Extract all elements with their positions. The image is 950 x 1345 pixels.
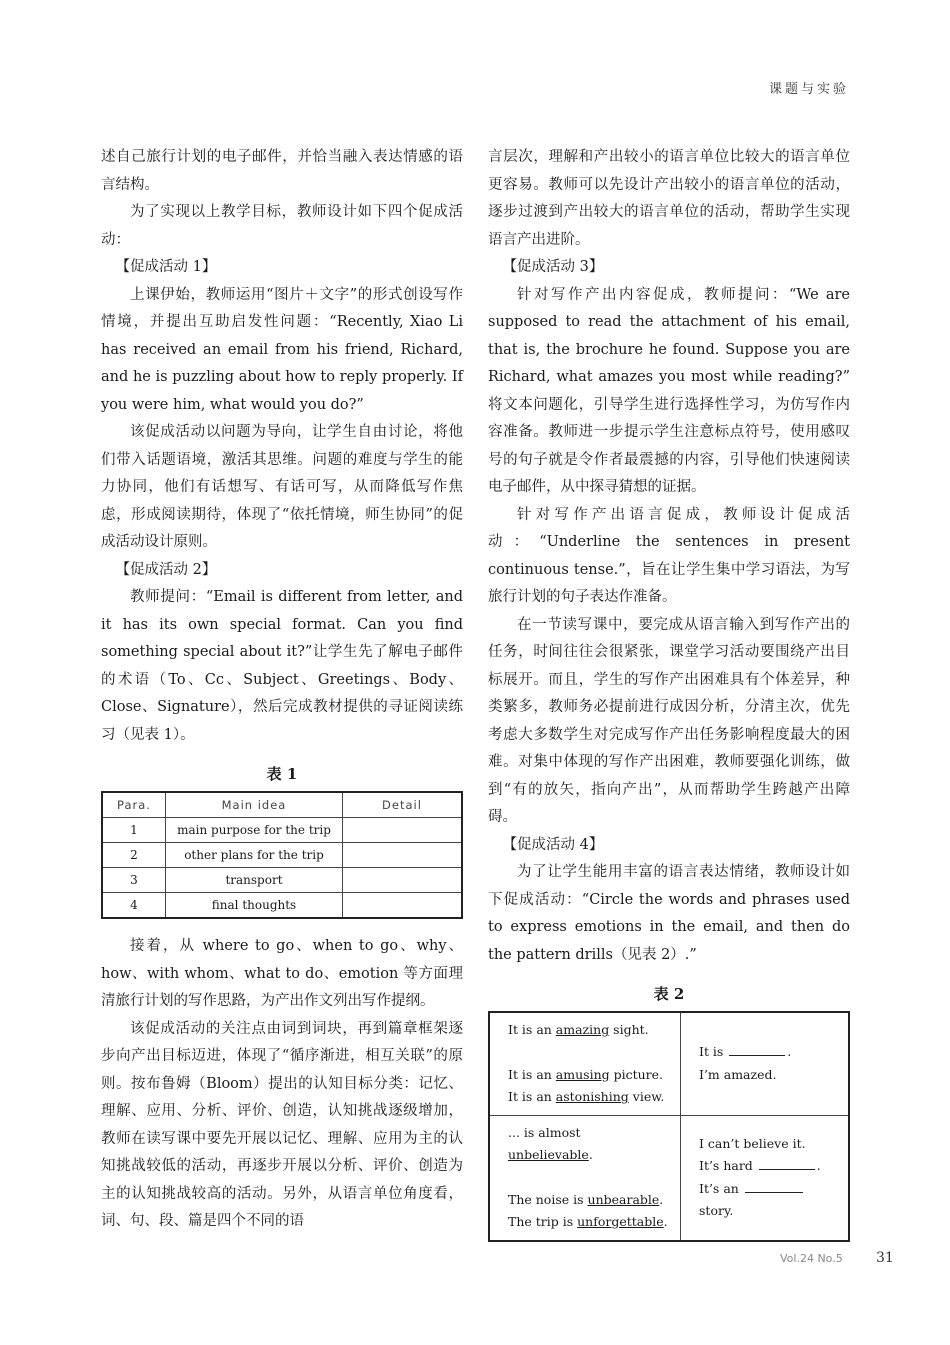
paragraph: 该促成活动以问题为导向，让学生自由讨论，将他们带入话题语境，激活其思维。问题的难度与学生的能力协同，他们有话想写、有话可写，从而降低写作焦虑，形成阅读期待，体现了“依托情境，师生协同”的促成活动设计原则。 [101, 424, 463, 550]
drill-cell-believe [681, 1115, 850, 1241]
table-row [102, 868, 462, 893]
running-header: 课题与实验 [768, 82, 849, 97]
paragraph: 针对写作产出内容促成，教师提问：“We are supposed to read the attachment of his email, that is, the brochure he found. Suppose you are Richard, what amazes you most while reading?” 将文本问题化，引导学生进行选择性学习，为仿写作内容准备。教师进一步提示学生注意标点符号，使用感叹号的句子就是令作者最震撼的内容，引导他们快速阅读电子邮件，从中探寻猜想的证据。 [488, 286, 850, 495]
table-1-caption: 表 1 [266, 765, 298, 783]
example-sentence: ... is almost unbelievable. [508, 1124, 593, 1162]
example-sentence: It is an amazing sight. [508, 1022, 649, 1037]
paragraph: 教师提问：“Email is different from letter, and it has its own special format. Can you find something special about it?”让学生先了解电子邮件的术语（To、Cc、Subject、Greetings、Body、Close、Signature），然后完成教材提供的寻证阅读练习（见表 1）。 [101, 589, 463, 743]
column-header-detail: Detail [343, 792, 463, 818]
table-2-caption: 表 2 [653, 985, 685, 1003]
example-sentence: The trip is unforgettable. [508, 1214, 668, 1229]
cell-main-idea: main purpose for the trip [166, 818, 343, 843]
cell-detail [343, 868, 463, 893]
drill-sentence: I’m amazed. [699, 1066, 777, 1082]
pattern-cell-amazing [489, 1012, 681, 1115]
table-row [102, 893, 462, 919]
example-sentence: It is an astonishing view. [508, 1089, 665, 1104]
page-number: 31 [876, 1250, 894, 1266]
table-2 [488, 1011, 850, 1242]
cell-para: 2 [102, 843, 166, 868]
table-row [102, 843, 462, 868]
paragraph: 上课伊始，教师运用“图片＋文字”的形式创设写作情境，并提出互助启发性问题：“Recently, Xiao Li has received an email from his friend, Richard, and he is puzzling about how to reply properly. If you were him, what would you do?” [101, 286, 463, 413]
cell-main-idea: final thoughts [166, 893, 343, 919]
activity-2-heading: 【促成活动 2】 [115, 561, 217, 578]
fill-in-blank[interactable] [745, 1178, 803, 1193]
fill-in-blank[interactable] [729, 1041, 785, 1056]
cell-main-idea: other plans for the trip [166, 843, 343, 868]
cell-para: 3 [102, 868, 166, 893]
emotion-word: amazing [555, 1022, 610, 1037]
table-1 [101, 791, 463, 919]
cell-detail [343, 843, 463, 868]
paragraph: 为了让学生能用丰富的语言表达情绪，教师设计如下促成活动：“Circle the words and phrases used to express emotions in the email, and then do the pattern drills（见表 2）.” [488, 864, 850, 963]
table-header-row [102, 792, 462, 818]
emotion-word: unbearable [587, 1191, 660, 1207]
right-column [488, 144, 850, 1242]
table-row [102, 818, 462, 843]
paragraph: 述自己旅行计划的电子邮件，并恰当融入表达情感的语言结构。 [101, 149, 463, 193]
volume-issue: Vol.24 No.5 [780, 1252, 843, 1265]
paragraph: 言层次，理解和产出较小的语言单位比较大的语言单位更容易。教师可以先设计产出较小的语言单位的活动，逐步过渡到产出较大的语言单位的活动，帮助学生实现语言产出进阶。 [488, 149, 850, 248]
paragraph: 接着，从 where to go、when to go、why、how、with whom、what to do、emotion 等方面理清旅行计划的写作思路，为产出作文列出写作提纲。 [101, 938, 463, 1009]
paragraph: 针对写作产出语言促成，教师设计促成活动：“Underline the sentences in present continuous tense.”，旨在让学生集中学习语法，为写旅行计划的句子表达作准备。 [488, 506, 850, 605]
activity-1-heading: 【促成活动 1】 [115, 259, 217, 275]
column-header-main-idea: Main idea [166, 792, 343, 818]
left-column [101, 144, 463, 1236]
drill-sentence: It is . [699, 1041, 836, 1064]
drill-sentence: I can’t believe it. [699, 1135, 806, 1151]
cell-main-idea: transport [166, 868, 343, 893]
cell-para: 4 [102, 893, 166, 919]
activity-3-heading: 【促成活动 3】 [502, 259, 604, 275]
cell-detail [343, 818, 463, 843]
drill-sentence: It’s hard . [699, 1155, 836, 1178]
table-row [489, 1012, 849, 1115]
emotion-word: unforgettable [577, 1214, 664, 1229]
emotion-word: unbelievable [508, 1147, 589, 1162]
paragraph: 为了实现以上教学目标，教师设计如下四个促成活动： [101, 204, 463, 248]
table-row [489, 1115, 849, 1241]
cell-detail [343, 893, 463, 919]
example-sentence: The noise is unbearable. [508, 1191, 664, 1207]
drill-cell-amazed [681, 1012, 850, 1115]
emotion-word: amusing [555, 1066, 610, 1082]
emotion-word: astonishing [555, 1089, 629, 1104]
column-header-para: Para. [102, 792, 166, 818]
paragraph: 该促成活动的关注点由词到词块，再到篇章框架逐步向产出目标迈进，体现了“循序渐进，相互关联”的原则。按布鲁姆（Bloom）提出的认知目标分类：记忆、理解、应用、分析、评价、创造，认知挑战逐级增加，教师在读写课中要先开展以记忆、理解、应用为主的认知挑战较低的活动，再逐步开展以分析、评价、创造为主的认知挑战较高的活动。另外，从语言单位角度看，词、句、段、篇是四个不同的语 [101, 1020, 463, 1229]
cell-para: 1 [102, 818, 166, 843]
fill-in-blank[interactable] [759, 1155, 815, 1170]
paragraph: 在一节读写课中，要完成从语言输入到写作产出的任务，时间往往会很紧张，课堂学习活动要围绕产出目标展开。而且，学生的写作产出困难具有个体差异，种类繁多，教师务必提前进行成因分析，分清主次，优先考虑大多数学生对完成写作产出任务影响程度最大的困难。对集中体现的写作产出困难，教师要强化训练，做到“有的放矢，指向产出”，从而帮助学生跨越产出障碍。 [488, 616, 850, 825]
pattern-cell-unbelievable [489, 1115, 681, 1241]
example-sentence: It is an amusing picture. [508, 1066, 664, 1082]
drill-sentence: It’s an story. [699, 1178, 836, 1223]
activity-4-heading: 【促成活动 4】 [502, 836, 604, 853]
